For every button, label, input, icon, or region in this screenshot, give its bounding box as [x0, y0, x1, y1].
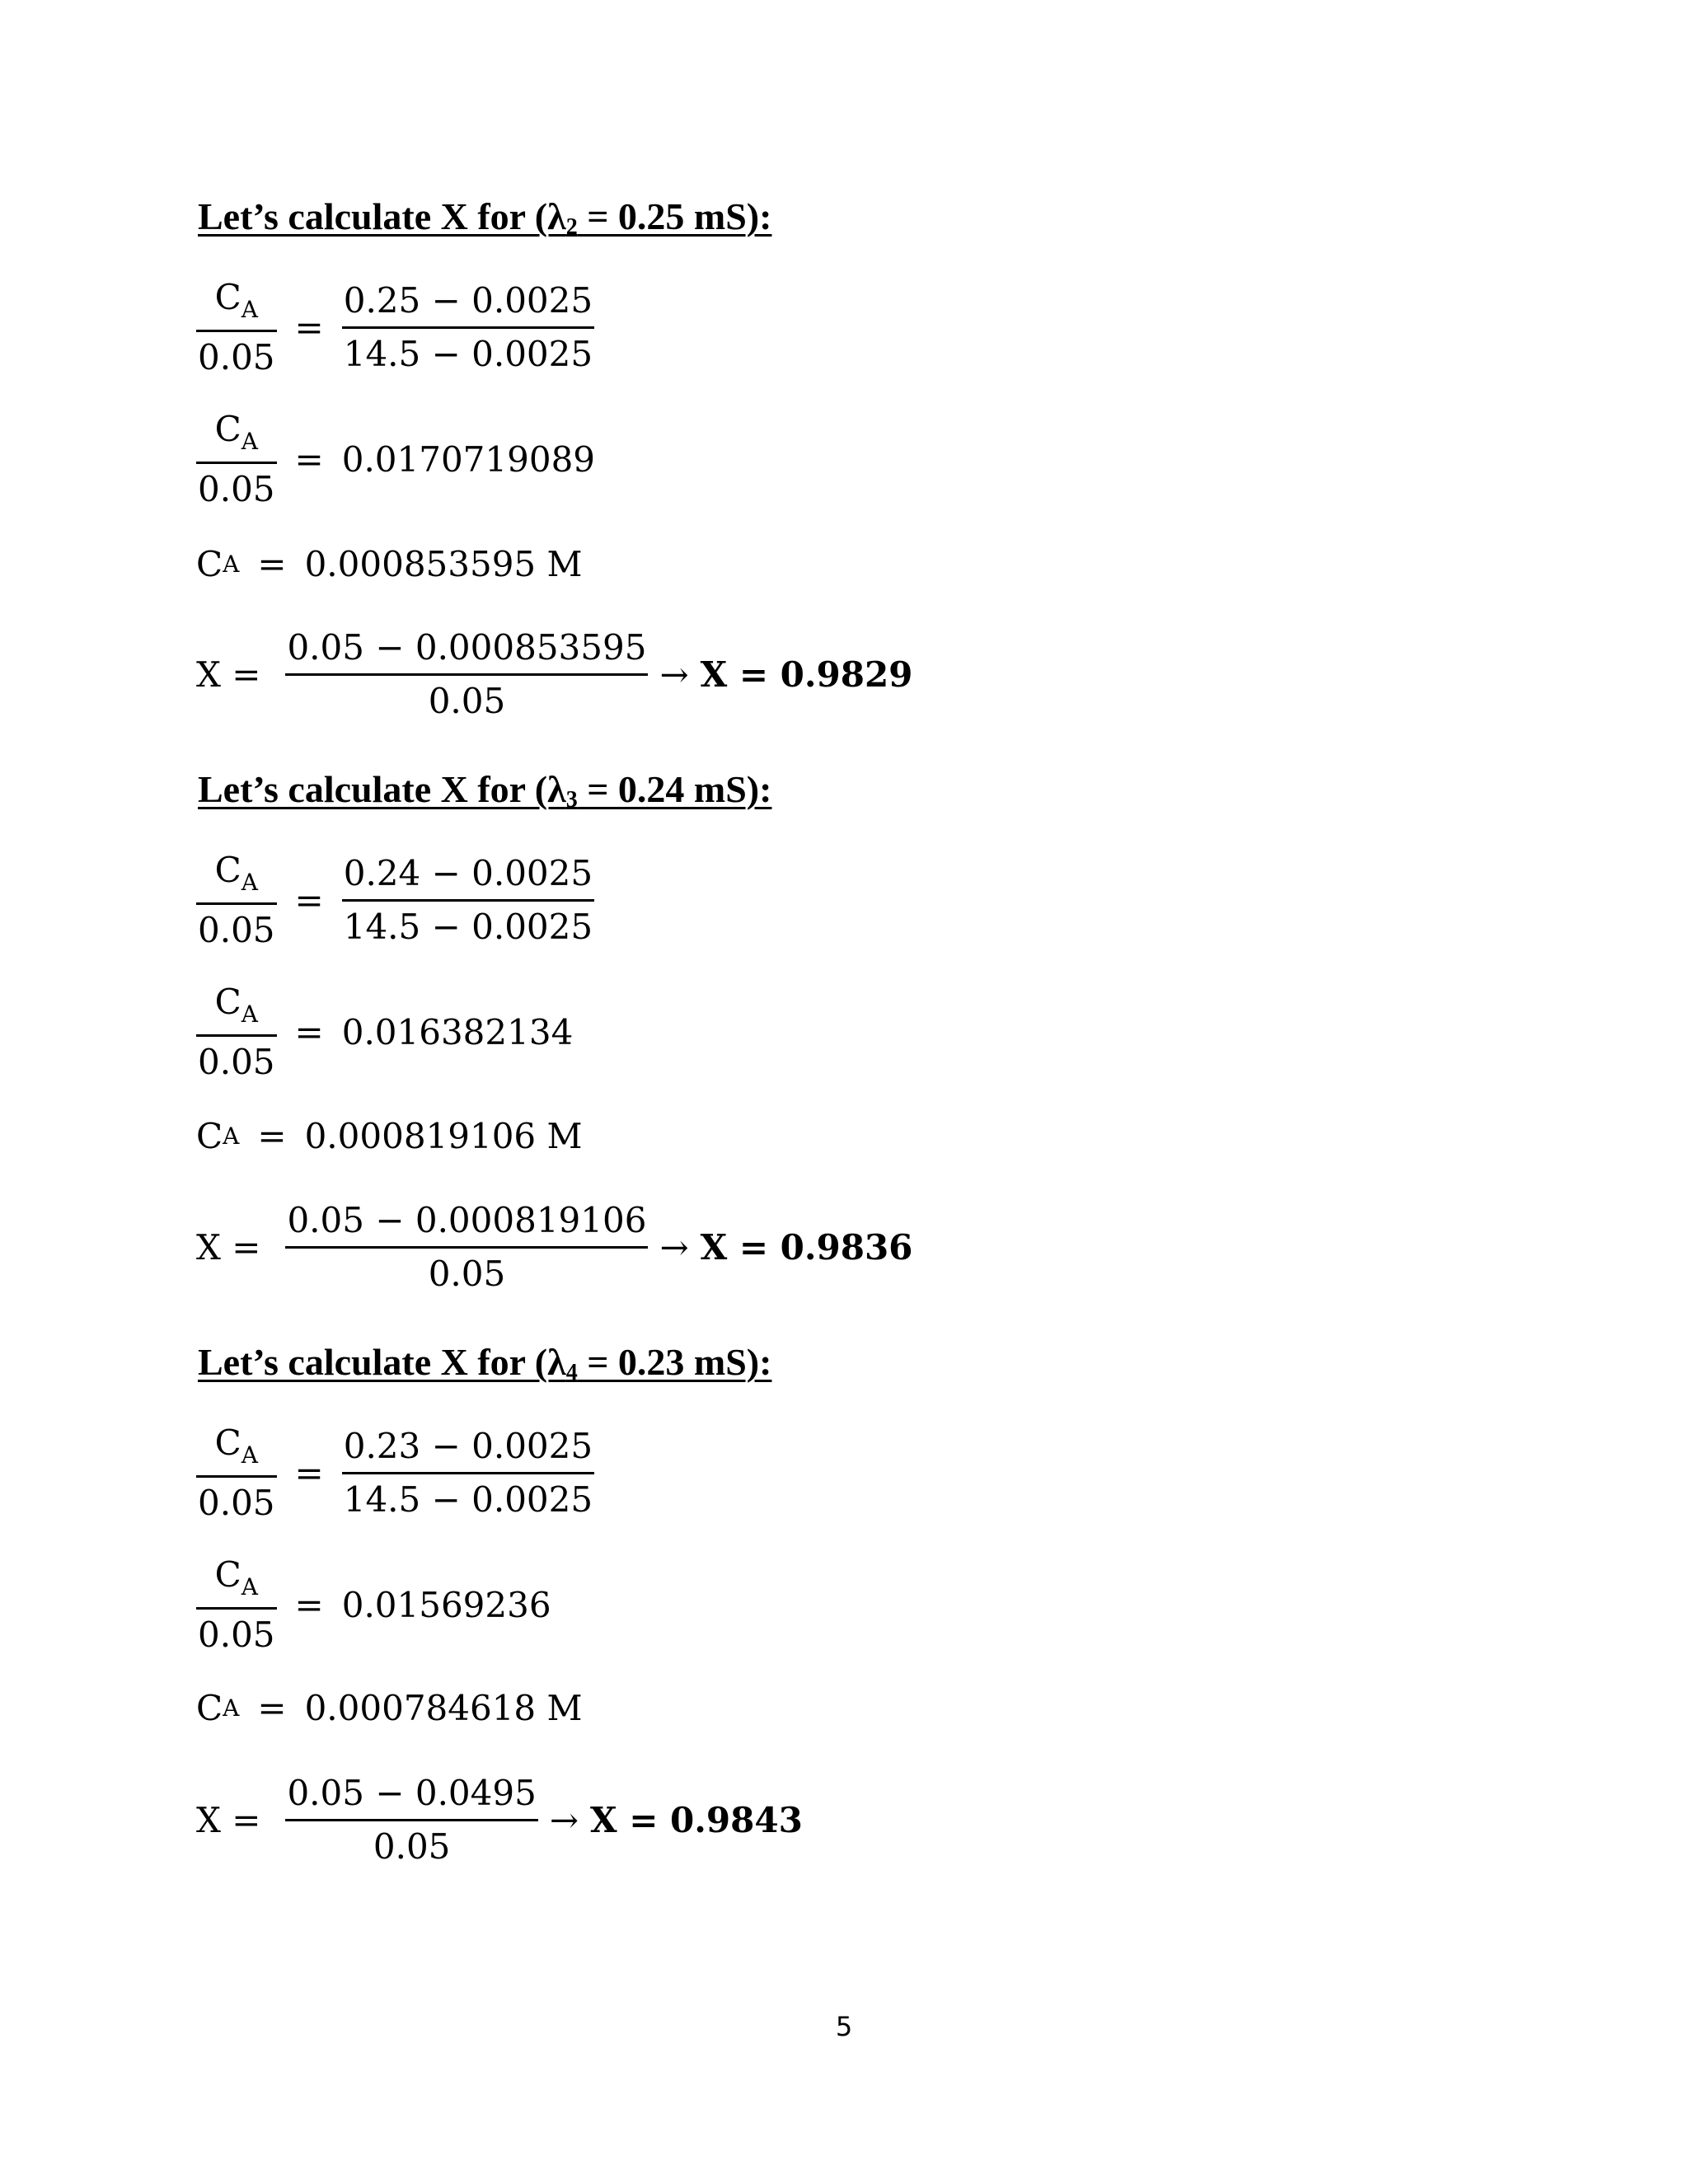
ratio-value-equation: $\frac{C_A}{0.05}$ = 0.01569236	[198, 1554, 551, 1655]
ratio-equation: $\frac{C_A}{0.05}$ = $\frac{0.23 - 0.0025}{14.5 - 0.0025}$	[198, 1422, 593, 1523]
lhs-fraction: $\frac{C_A}{0.05}$	[198, 982, 275, 1082]
concentration-value: 0.000784618 M	[304, 1688, 583, 1728]
lhs-fraction: $\frac{C_A}{0.05}$	[198, 409, 275, 509]
conversion-result: X = 0.9829	[700, 654, 913, 695]
ratio-value: 0.01569236	[341, 1584, 551, 1625]
ratio-value-equation: $\frac{C_A}{0.05}$ = 0.0170719089	[198, 409, 596, 509]
conversion-fraction: $\frac{0.05 - 0.000853595}{0.05}$	[287, 627, 647, 721]
lhs-fraction: $\frac{C_A}{0.05}$	[198, 277, 275, 377]
conversion-fraction: $\frac{0.05 - 0.0495}{0.05}$	[287, 1773, 537, 1867]
conversion-result: X = 0.9836	[700, 1226, 913, 1268]
section-heading: Let’s calculate X for ($\lambda_4 = 0.23$ mS):	[198, 1341, 772, 1385]
ratio-equation: $\frac{C_A}{0.05}$ = $\frac{0.25 - 0.0025}{14.5 - 0.0025}$	[198, 277, 593, 377]
rhs-fraction: $\frac{0.25 - 0.0025}{14.5 - 0.0025}$	[343, 280, 593, 374]
lhs-fraction: $\frac{C_A}{0.05}$	[198, 1422, 275, 1523]
concentration-equation: C A = 0.000819106 M	[196, 1116, 583, 1156]
rhs-fraction: $\frac{0.23 - 0.0025}{14.5 - 0.0025}$	[343, 1426, 593, 1520]
ratio-value: 0.016382134	[341, 1011, 574, 1052]
section-heading: Let’s calculate X for ($\lambda_3 = 0.24$ mS):	[198, 768, 772, 813]
conversion-fraction: $\frac{0.05 - 0.000819106}{0.05}$	[287, 1200, 647, 1294]
conversion-result: X = 0.9843	[590, 1799, 803, 1840]
page-number: 5	[835, 2011, 853, 2042]
section-heading: Let’s calculate X for ($\lambda_2 = 0.25$ mS):	[198, 195, 772, 240]
conversion-equation: X = $\frac{0.05 - 0.000853595}{0.05}$ → X = 0.9829	[196, 627, 913, 721]
lhs-fraction: $\frac{C_A}{0.05}$	[198, 850, 275, 950]
ratio-value-equation: $\frac{C_A}{0.05}$ = 0.016382134	[198, 982, 574, 1082]
concentration-equation: C A = 0.000853595 M	[196, 544, 583, 584]
conversion-equation: X = $\frac{0.05 - 0.000819106}{0.05}$ → X = 0.9836	[196, 1200, 913, 1294]
ratio-value: 0.0170719089	[341, 438, 596, 480]
conversion-equation: X = $\frac{0.05 - 0.0495}{0.05}$ → X = 0.9843	[196, 1773, 803, 1867]
rhs-fraction: $\frac{0.24 - 0.0025}{14.5 - 0.0025}$	[343, 853, 593, 947]
lhs-fraction: $\frac{C_A}{0.05}$	[198, 1554, 275, 1655]
ratio-equation: $\frac{C_A}{0.05}$ = $\frac{0.24 - 0.0025}{14.5 - 0.0025}$	[198, 850, 593, 950]
concentration-equation: C A = 0.000784618 M	[196, 1688, 583, 1728]
concentration-value: 0.000819106 M	[304, 1116, 583, 1156]
concentration-value: 0.000853595 M	[304, 544, 583, 584]
